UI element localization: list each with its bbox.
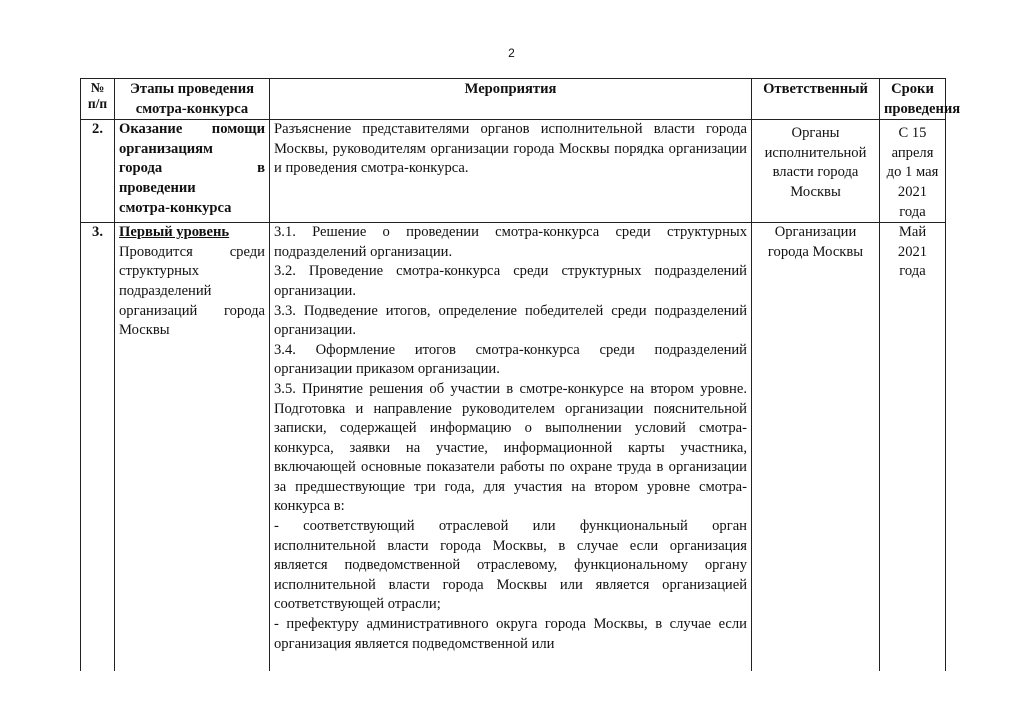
events-cell <box>270 120 752 223</box>
event-item: 3.2. Проведение смотра-конкурса среди структурных подразделений организации. <box>274 263 747 299</box>
event-item: - префектуру административного округа города Москвы, в случае если организация является подведомственной или <box>274 616 747 652</box>
stage-line: структурных <box>119 263 200 280</box>
event-item: 3.5. Принятие решения об участии в смотре-конкурсе на втором уровне. Подготовка и направление руководителем организации пояснительной записки, содержащей информацию о выполнении условий смотра-конкурса, заявки на участие, информационной карты участника, включающей основные показатели работы по охране труда в организации за предшествующие три года, для участия на втором уровне смотра-конкурса в: <box>274 380 747 515</box>
deadline-cell: Май 2021 года <box>880 223 946 672</box>
header-stages: Этапы проведения смотра-конкурса <box>115 79 270 120</box>
stage-line: подразделений <box>119 282 212 299</box>
events-cell <box>270 223 752 672</box>
row-number: 2. <box>81 120 115 223</box>
responsible-cell: Организации города Москвы <box>752 223 880 672</box>
stage-line: города в <box>119 160 265 177</box>
contest-stages-table <box>80 78 961 671</box>
stage-line: Оказание помощи <box>119 121 265 138</box>
header-events: Мероприятия <box>270 79 752 120</box>
header-number: № п/п <box>81 79 115 120</box>
stage-cell <box>115 223 270 672</box>
stage-line: смотра-конкурса <box>119 199 232 216</box>
event-item: 3.1. Решение о проведении смотра-конкурса среди структурных подразделений организации. <box>274 224 747 260</box>
row-number: 3. <box>81 223 115 672</box>
stage-title: Первый уровень <box>119 224 230 241</box>
header-deadlines: Сроки проведения <box>880 79 946 120</box>
table-header-row <box>81 79 946 120</box>
page-number: 2 <box>508 46 515 60</box>
event-item: - соответствующий отраслевой или функциональный орган исполнительной власти города Москвы, в случае если организация является подведомственной отраслевому, функциональному органу исполнительной власти города Москвы или является организацией соответствующей отрасли; <box>274 518 747 613</box>
stage-line: организациям <box>119 140 213 157</box>
stage-line: Москвы <box>119 322 170 339</box>
header-responsible: Ответственный <box>752 79 880 120</box>
table-row <box>81 223 946 672</box>
event-item: 3.3. Подведение итогов, определение победителей среди подразделений организации. <box>274 302 747 339</box>
stage-line: организаций города <box>119 302 265 319</box>
deadline-cell: С 15 апреля до 1 мая 2021 года <box>880 120 946 223</box>
event-text: Разъяснение представителями органов исполнительной власти города Москвы, руководителям организации города Москвы порядка организации и проведения смотра-конкурса. <box>274 121 747 177</box>
table-row <box>81 120 946 223</box>
responsible-cell: Органы исполнительной власти города Москвы <box>752 120 880 223</box>
stage-line: проведении <box>119 179 196 196</box>
event-item: 3.4. Оформление итогов смотра-конкурса среди подразделений организации приказом организации. <box>274 341 747 378</box>
stage-line: Проводится среди <box>119 243 265 260</box>
stage-cell <box>115 120 270 223</box>
